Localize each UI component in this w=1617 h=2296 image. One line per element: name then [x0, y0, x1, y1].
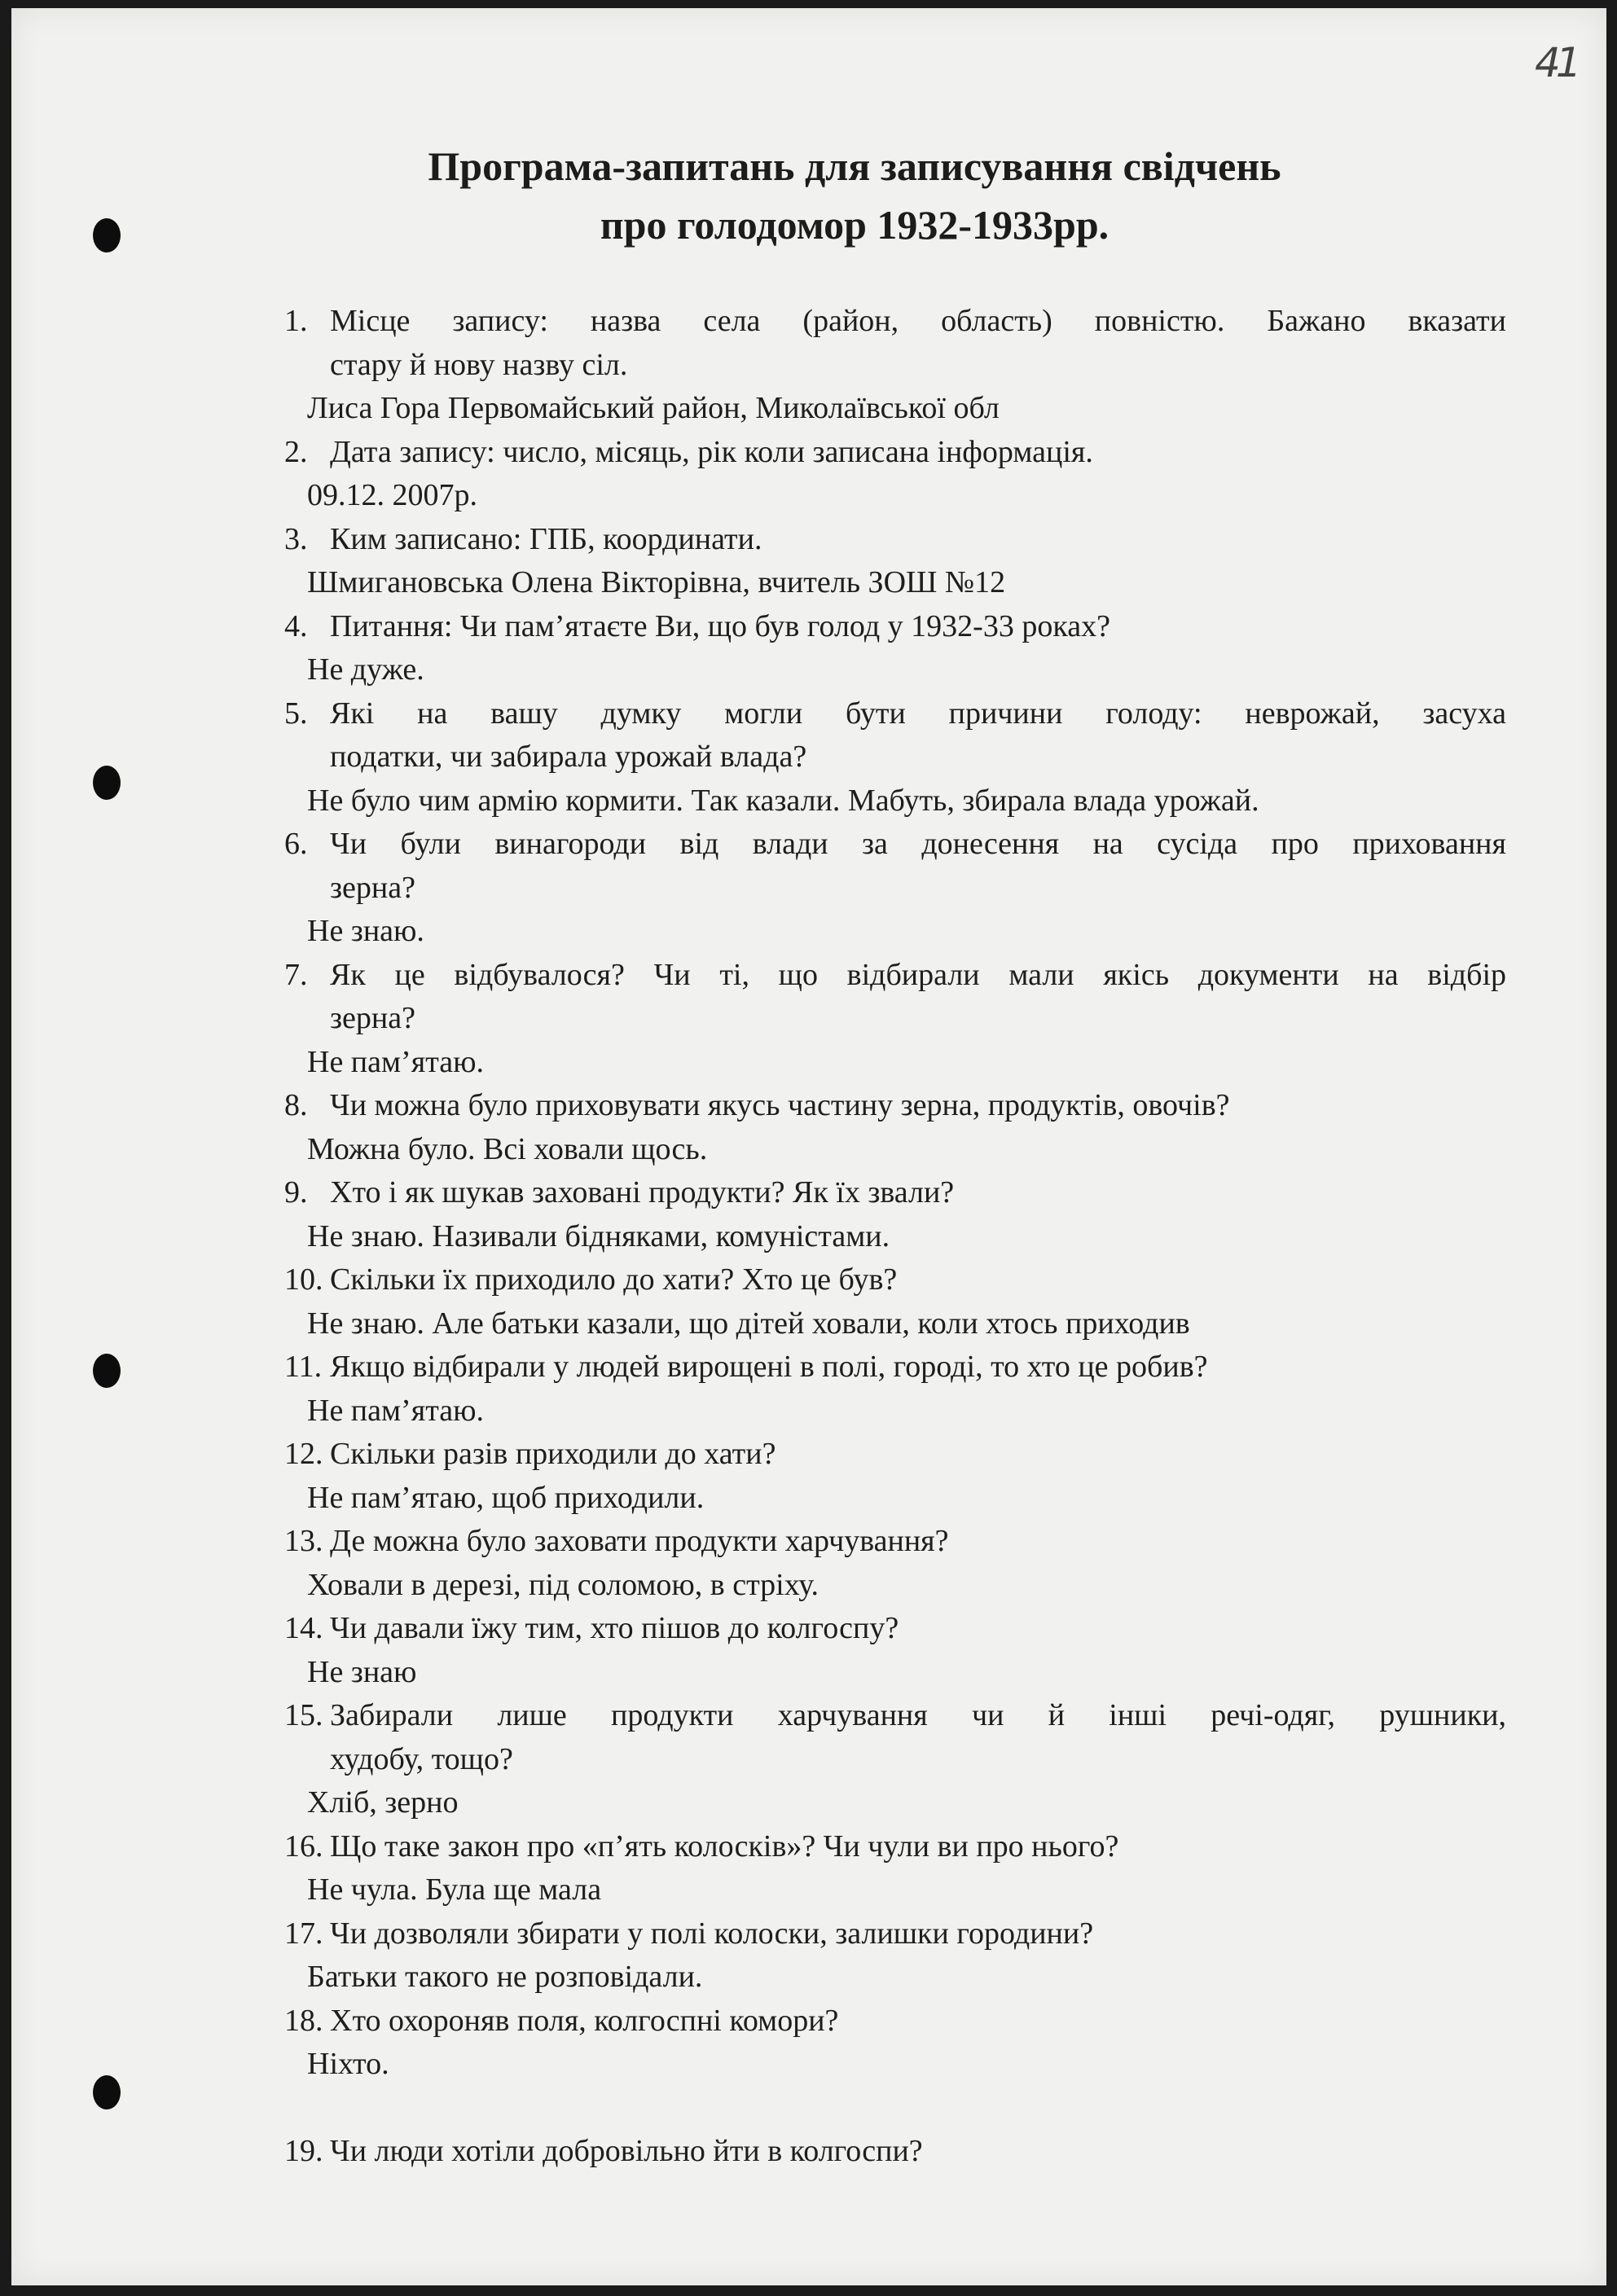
punch-hole-4: [93, 2075, 121, 2109]
question-3: [284, 518, 1506, 562]
question-number: 15.: [284, 1698, 323, 1732]
question-8: [284, 1084, 1506, 1128]
questionnaire: [284, 300, 1506, 2173]
question-number: 17.: [284, 1916, 323, 1951]
answer-2: 09.12. 2007р.: [307, 478, 477, 512]
question-number: 5.: [284, 696, 308, 731]
answer-7: Не пам’ятаю.: [307, 1044, 485, 1079]
question-15: [284, 1694, 1506, 1781]
document-page: [11, 8, 1606, 2285]
question-19: [284, 2130, 1506, 2174]
question-number: 10.: [284, 1262, 323, 1297]
question-text: Якщо відбирали у людей вирощені в полі, городі, то хто це робив?: [330, 1350, 1208, 1384]
question-text-line-2: зерна?: [330, 1001, 415, 1035]
question-14: [284, 1607, 1506, 1651]
answer-11: Не пам’ятаю.: [307, 1393, 485, 1428]
question-2: [284, 431, 1506, 475]
question-12: [284, 1433, 1506, 1477]
title-line-2: про голодомор 1932-1933рр.: [600, 202, 1109, 248]
question-text: Ким записано: ГПБ, координати.: [330, 521, 762, 556]
answer-17: Батьки такого не розповідали.: [307, 1960, 703, 1994]
question-number: 16.: [284, 1828, 323, 1864]
answer-3: Шмигановська Олена Вікторівна, вчитель ЗОШ №12: [307, 565, 1006, 599]
question-1: [284, 300, 1506, 387]
answer-14: Не знаю: [307, 1654, 417, 1689]
question-text-line-1: Забирали лише продукти харчування чи й інші речі-одяг, рушники,: [330, 1698, 1506, 1732]
question-text-line-2: худобу, тощо?: [330, 1741, 513, 1776]
question-number: 12.: [284, 1437, 323, 1471]
answer-1: Лиса Гора Первомайський район, Миколаївської обл: [307, 391, 1000, 425]
question-number: 14.: [284, 1611, 323, 1645]
question-number: 7.: [284, 957, 308, 992]
answer-10: Не знаю. Але батьки казали, що дітей ховали, коли хтось приходив: [307, 1306, 1190, 1341]
question-number: 11.: [284, 1350, 323, 1384]
question-number: 9.: [284, 1175, 308, 1209]
question-number: 19.: [284, 2133, 323, 2168]
answer-9: Не знаю. Називали бідняками, комуністами.: [307, 1218, 890, 1253]
punch-hole-3: [93, 1354, 121, 1388]
question-16: [284, 1825, 1506, 1869]
answer-8: Можна було. Всі ховали щось.: [307, 1131, 708, 1166]
answer-12: Не пам’ятаю, щоб приходили.: [307, 1480, 705, 1515]
question-text: Питання: Чи пам’ятаєте Ви, що був голод у 1932-33 роках?: [330, 608, 1110, 643]
punch-hole-2: [93, 766, 121, 800]
question-number: 4.: [284, 608, 308, 643]
answer-18: Ніхто.: [307, 2047, 389, 2081]
question-text-line-2: податки, чи забирала урожай влада?: [330, 740, 807, 774]
document-title: [11, 137, 1617, 254]
blank-line: [284, 2087, 1506, 2130]
question-text: Скільки разів приходили до хати?: [330, 1437, 776, 1471]
question-text: Чи дозволяли збирати у полі колоски, залишки городини?: [330, 1916, 1094, 1951]
question-text-line-2: стару й нову назву сіл.: [330, 347, 628, 382]
question-text: Хто охороняв поля, колгоспні комори?: [330, 2003, 839, 2038]
question-text: Де можна було заховати продукти харчування?: [330, 1524, 949, 1558]
question-6: [284, 823, 1506, 910]
answer-6: Не знаю.: [307, 914, 424, 948]
question-text: Чи давали їжу тим, хто пішов до колгоспу?: [330, 1611, 899, 1645]
question-number: 1.: [284, 304, 308, 338]
question-4: [284, 605, 1506, 649]
question-number: 3.: [284, 521, 308, 556]
question-7: [284, 954, 1506, 1041]
answer-15: Хліб, зерно: [307, 1785, 459, 1820]
question-text-line-1: Як це відбувалося? Чи ті, що відбирали мали якісь документи на відбір: [330, 957, 1506, 992]
answer-5: Не було чим армію кормити. Так казали. Мабуть, збирала влада урожай.: [307, 783, 1259, 818]
question-number: 18.: [284, 2003, 323, 2038]
question-text-line-1: Чи були винагороди від влади за донесення на сусіда про приховання: [330, 827, 1506, 861]
question-text: Дата запису: число, місяць, рік коли записана інформація.: [330, 434, 1093, 469]
title-line-1: Програма-запитань для записування свідчень: [428, 143, 1281, 189]
question-text-line-1: Які на вашу думку могли бути причини голоду: неврожай, засуха: [330, 696, 1506, 731]
answer-4: Не дуже.: [307, 652, 424, 687]
question-text: Чи можна було приховувати якусь частину зерна, продуктів, овочів?: [330, 1088, 1230, 1122]
question-11: [284, 1346, 1506, 1389]
question-17: [284, 1912, 1506, 1956]
question-9: [284, 1171, 1506, 1215]
question-number: 6.: [284, 827, 308, 861]
question-text-line-2: зерна?: [330, 870, 415, 905]
answer-16: Не чула. Була ще мала: [307, 1872, 602, 1907]
question-text: Скільки їх приходило до хати? Хто це був?: [330, 1262, 898, 1297]
question-5: [284, 692, 1506, 779]
question-number: 13.: [284, 1524, 323, 1558]
question-text: Хто і як шукав заховані продукти? Як їх звали?: [330, 1175, 955, 1209]
question-10: [284, 1258, 1506, 1302]
handwritten-page-number: 41: [1535, 39, 1577, 86]
question-text: Що таке закон про «п’ять колосків»? Чи чули ви про нього?: [330, 1828, 1119, 1864]
question-18: [284, 2000, 1506, 2044]
question-text: Чи люди хотіли добровільно йти в колгоспи?: [330, 2133, 923, 2168]
question-number: 8.: [284, 1088, 308, 1122]
question-number: 2.: [284, 434, 308, 469]
question-text-line-1: Місце запису: назва села (район, область) повністю. Бажано вказати: [330, 304, 1506, 338]
answer-13: Ховали в дерезі, під соломою, в стріху.: [307, 1567, 819, 1602]
question-13: [284, 1520, 1506, 1564]
